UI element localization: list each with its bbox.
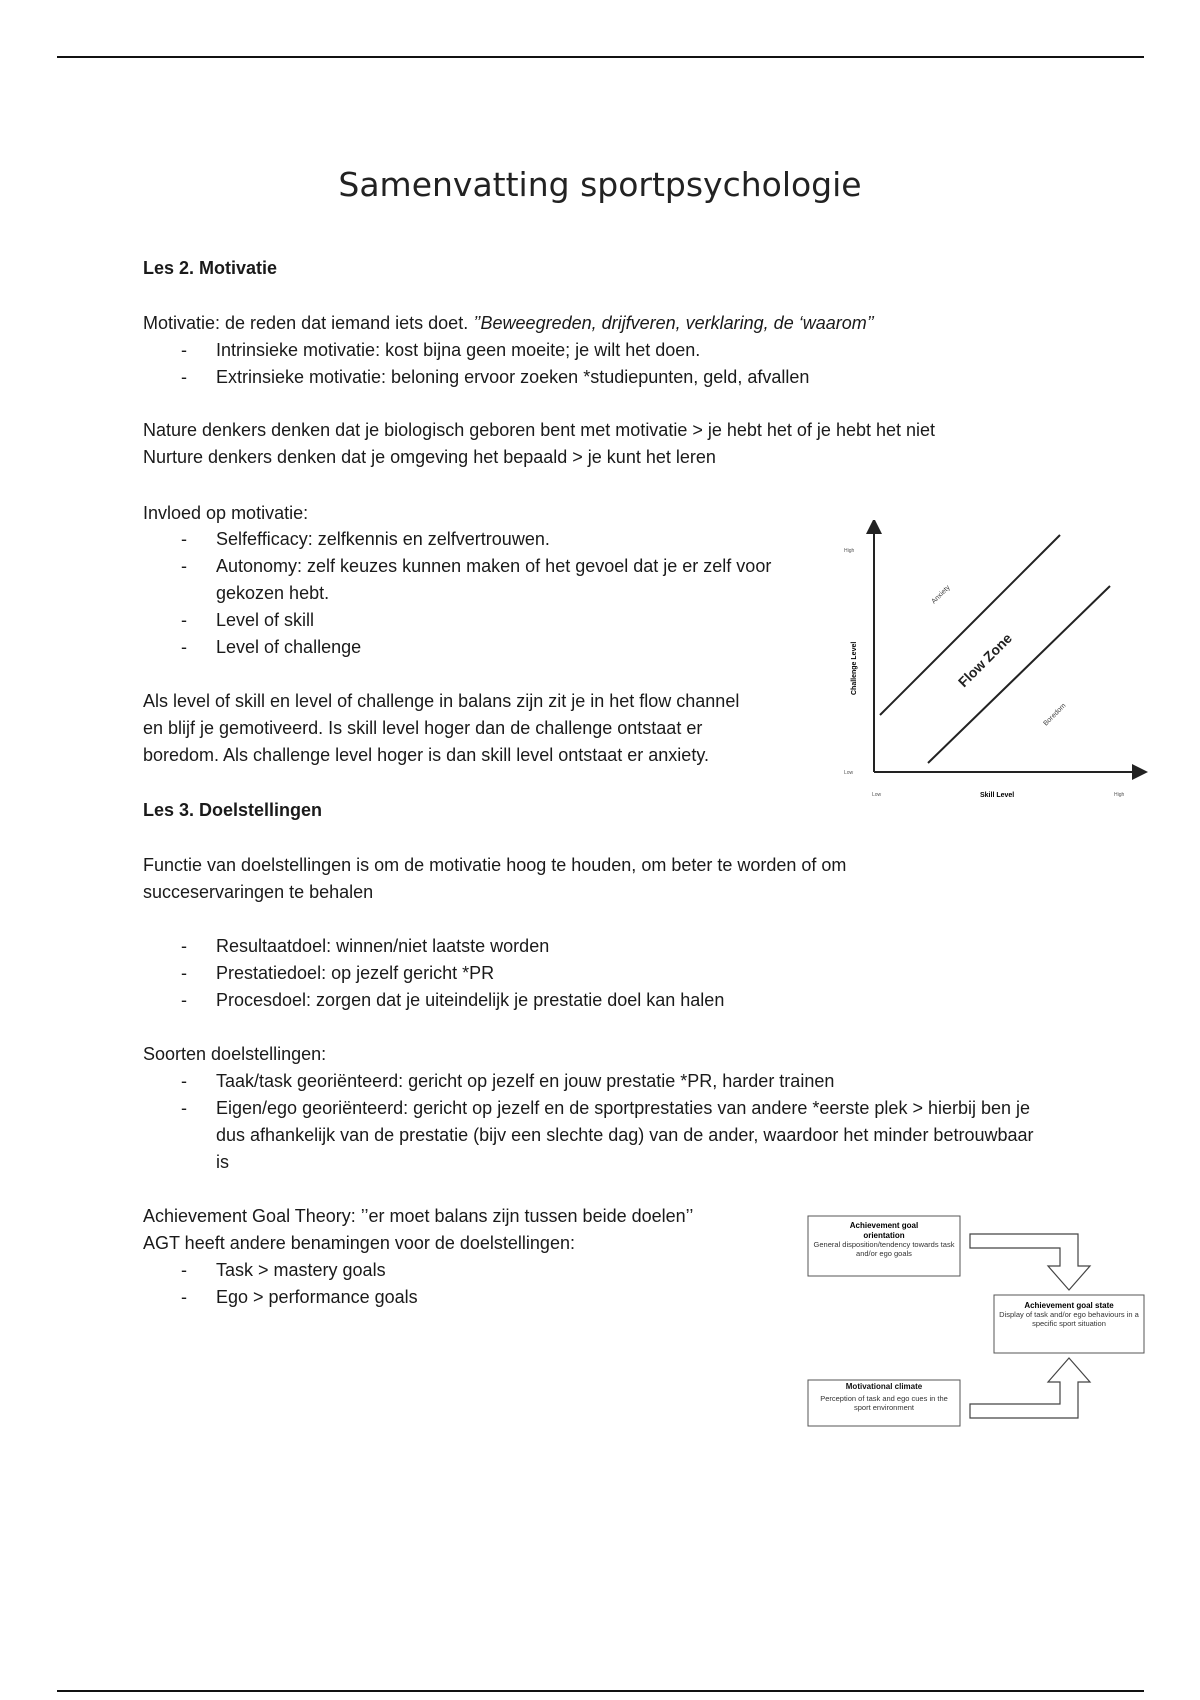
bullet: - [181,1071,187,1091]
climate-title: Motivational climate [845,1382,923,1391]
state-title: Achievement goal state [1024,1301,1114,1310]
bottom-rule [57,1690,1144,1692]
bullet: - [181,963,187,983]
influence-heading: Invloed op motivatie: [143,503,309,523]
influence-list [143,526,816,661]
bullet: - [181,367,187,387]
definition-quote: ’’Beweegreden, drijfveren, verklaring, de ‘waarom’’ [473,313,875,333]
agt-names-line: AGT heeft andere benamingen voor de doelstellingen: [143,1233,575,1253]
list-item: - Level of skill [143,607,816,634]
bullet: - [181,340,187,360]
agt-diagram [800,1208,1170,1433]
list-item: - Taak/task georiënteerd: gericht op jezelf en jouw prestatie *PR, harder trainen [143,1068,1046,1095]
list-item: - Prestatiedoel: op jezelf gericht *PR [143,960,724,987]
flow-paragraph-line-2: en blijf je gemotiveerd. Is skill level hoger dan de challenge ontstaat er [143,718,703,738]
boredom-label: Boredom [1042,702,1068,728]
goals-list [143,933,724,1014]
list-item: - Extrinsieke motivatie: beloning ervoor zoeken *studiepunten, geld, afvallen [143,364,809,391]
list-item: - Selfefficacy: zelfkennis en zelfvertrouwen. [143,526,816,553]
y-axis-label: Challenge Level [851,641,858,695]
function-line-2: succeservaringen te behalen [143,882,374,902]
motivation-types-list [143,337,809,391]
x-high-label: High [1114,792,1125,798]
top-rule [57,56,1144,58]
nature-line: Nature denkers denken dat je biologisch geboren bent met motivatie > je hebt het of je hebt het niet [143,420,936,440]
flow-paragraph-line-1: Als level of skill en level of challenge in balans zijn zit je in het flow channel [143,691,740,711]
orientation-desc: General disposition/tendency towards task and/or ego goals [813,1240,955,1258]
list-item: - Autonomy: zelf keuzes kunnen maken of het gevoel dat je er zelf voor gekozen hebt. [143,553,816,607]
anxiety-label: Anxiety [930,584,952,606]
x-low-label: Low [872,792,882,798]
motivation-definition [143,310,874,337]
top-arrow [970,1234,1090,1290]
y-high-label: High [844,548,855,554]
bullet: - [181,556,187,576]
climate-desc: Perception of task and ego cues in the sport environment [820,1394,948,1412]
upper-boundary-line [880,535,1060,715]
definition-lead: Motivatie: de reden dat iemand iets doet. [143,313,474,333]
document-title: Samenvatting sportpsychologie [338,165,862,204]
list-item: - Task > mastery goals [143,1257,418,1284]
function-line-1: Functie van doelstellingen is om de motivatie hoog te houden, om beter te worden of om [143,855,847,875]
state-desc: Display of task and/or ego behaviours in a specific sport situation [999,1310,1139,1328]
bullet: - [181,1260,187,1280]
lower-boundary-line [928,586,1110,763]
x-axis-label: Skill Level [980,792,1015,799]
heading-les-3: Les 3. Doelstellingen [143,800,323,820]
flow-paragraph-line-3: boredom. Als challenge level hoger is dan skill level ontstaat er anxiety. [143,745,709,765]
bullet: - [181,610,187,630]
bullet: - [181,637,187,657]
agt-line: Achievement Goal Theory: ’’er moet balans zijn tussen beide doelen’’ [143,1206,694,1226]
list-item: - Ego > performance goals [143,1284,418,1311]
list-item: - Resultaatdoel: winnen/niet laatste worden [143,933,724,960]
list-item: - Intrinsieke motivatie: kost bijna geen moeite; je wilt het doen. [143,337,809,364]
flow-zone-label: Flow Zone [954,629,1016,691]
bullet: - [181,1287,187,1307]
bullet: - [181,1098,187,1118]
agt-names-list [143,1257,418,1311]
bullet: - [181,990,187,1010]
bottom-arrow [970,1358,1090,1418]
orientation-title-2: orientation [863,1231,905,1240]
orientation-title-1: Achievement goal [849,1221,919,1230]
flow-zone-chart [830,520,1160,800]
kinds-list [143,1068,1046,1176]
list-item: - Procesdoel: zorgen dat je uiteindelijk je prestatie doel kan halen [143,987,724,1014]
bullet: - [181,936,187,956]
y-low-label: Low [844,770,854,776]
list-item: - Eigen/ego georiënteerd: gericht op jezelf en de sportprestaties van andere *eerste plek > hierbij ben je dus afhankelijk van de prestatie (bijv een slechte dag) van de ander, waardoor het minder betrouwbaar is [143,1095,1046,1176]
kinds-heading: Soorten doelstellingen: [143,1044,327,1064]
heading-les-2: Les 2. Motivatie [143,258,278,278]
nurture-line: Nurture denkers denken dat je omgeving het bepaald > je kunt het leren [143,447,716,467]
bullet: - [181,529,187,549]
list-item: - Level of challenge [143,634,816,661]
